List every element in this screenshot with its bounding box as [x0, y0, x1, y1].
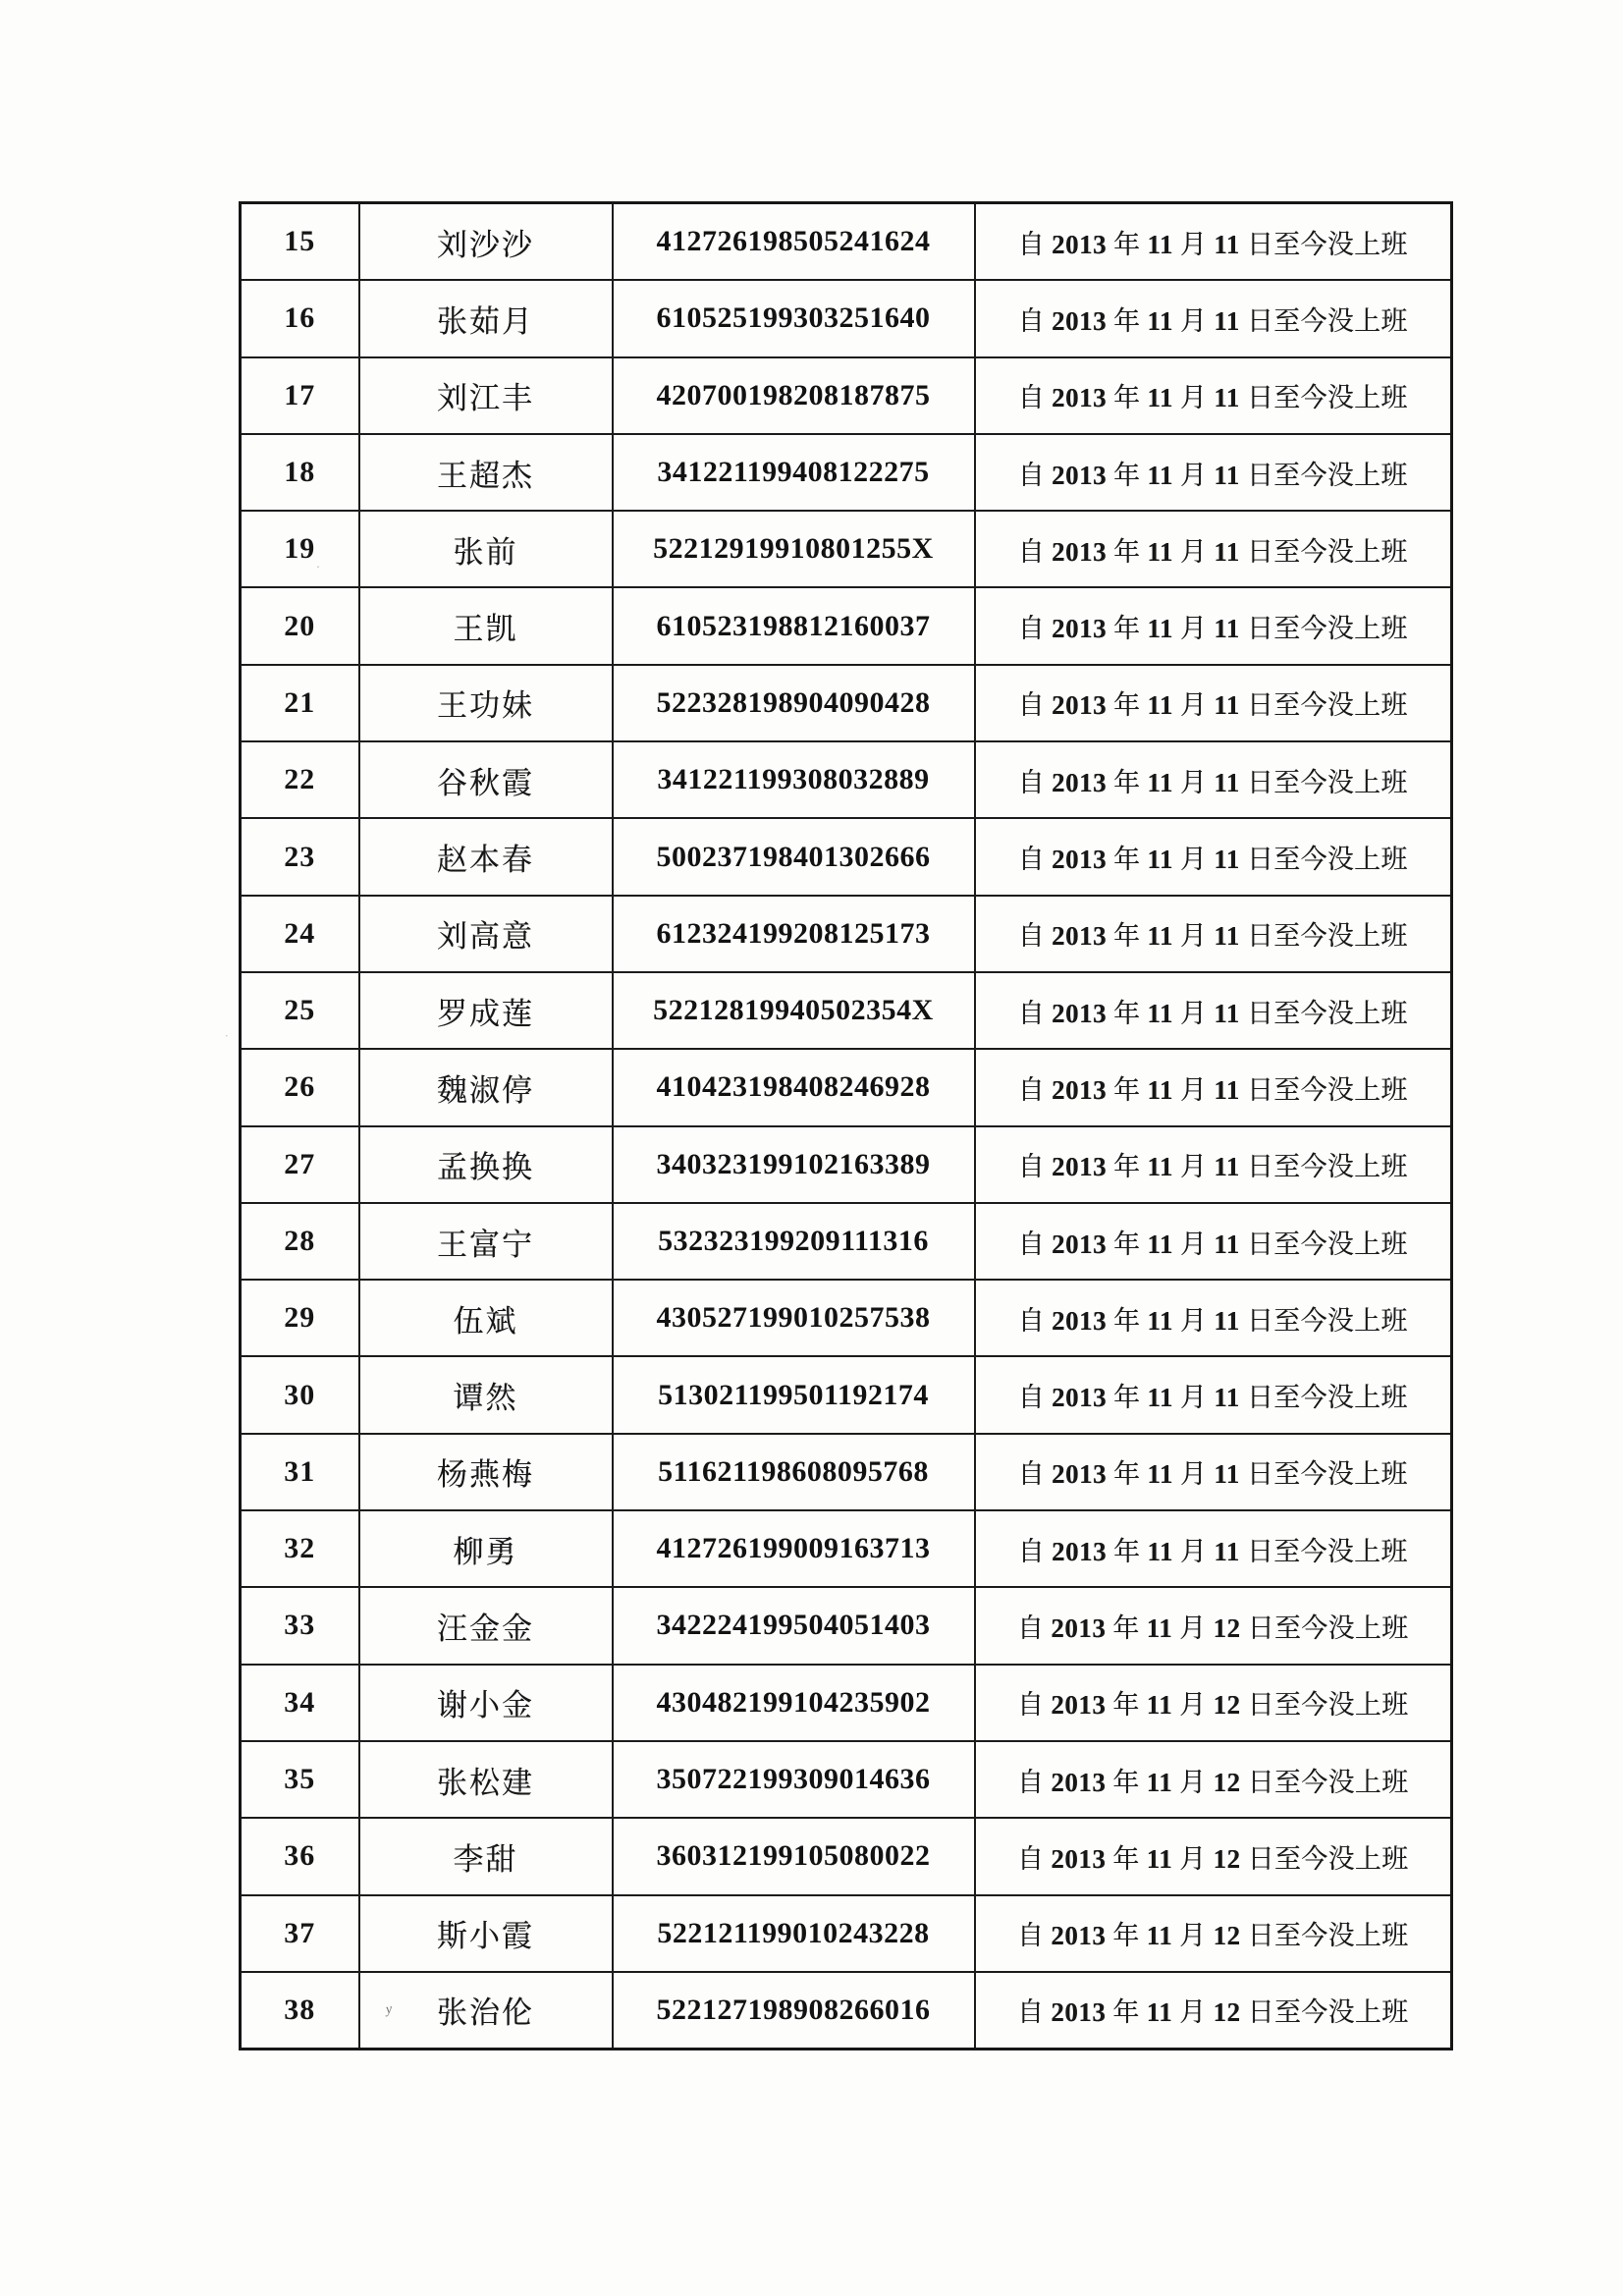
scan-artifact: ·: [225, 1028, 229, 1043]
employee-name: 王富宁: [359, 1203, 613, 1280]
absence-status: 自 2013 年 11 月 12 日至今没上班: [975, 1895, 1452, 1972]
table-row: [241, 818, 1452, 895]
table-row: [241, 1972, 1452, 2050]
id-number: 52212919910801255X: [613, 511, 975, 587]
absence-status: 自 2013 年 11 月 12 日至今没上班: [975, 1587, 1452, 1664]
row-serial-number: 38: [241, 1972, 359, 2050]
employee-name: 魏淑停: [359, 1049, 613, 1125]
table-row: [241, 511, 1452, 587]
row-serial-number: 18: [241, 434, 359, 511]
employee-name: 柳勇: [359, 1510, 613, 1587]
table-row: [241, 587, 1452, 664]
employee-name: 张茹月: [359, 280, 613, 356]
attendance-roster-table: [239, 201, 1453, 2050]
id-number: 522127198908266016: [613, 1972, 975, 2050]
absence-status: 自 2013 年 11 月 11 日至今没上班: [975, 357, 1452, 434]
table-row: [241, 972, 1452, 1049]
absence-status: 自 2013 年 11 月 11 日至今没上班: [975, 818, 1452, 895]
absence-status: 自 2013 年 11 月 11 日至今没上班: [975, 280, 1452, 356]
table-body: [241, 203, 1452, 2050]
id-number: 342224199504051403: [613, 1587, 975, 1664]
absence-status: 自 2013 年 11 月 11 日至今没上班: [975, 434, 1452, 511]
id-number: 52212819940502354X: [613, 972, 975, 1049]
absence-status: 自 2013 年 11 月 11 日至今没上班: [975, 1203, 1452, 1280]
row-serial-number: 36: [241, 1818, 359, 1894]
row-serial-number: 25: [241, 972, 359, 1049]
employee-name: 罗成莲: [359, 972, 613, 1049]
absence-status: 自 2013 年 11 月 11 日至今没上班: [975, 972, 1452, 1049]
table-row: [241, 1203, 1452, 1280]
employee-name: 王超杰: [359, 434, 613, 511]
absence-status: 自 2013 年 11 月 11 日至今没上班: [975, 587, 1452, 664]
employee-name: 谢小金: [359, 1665, 613, 1741]
employee-name: 王功妹: [359, 665, 613, 741]
row-serial-number: 17: [241, 357, 359, 434]
id-number: 522121199010243228: [613, 1895, 975, 1972]
id-number: 420700198208187875: [613, 357, 975, 434]
row-serial-number: 37: [241, 1895, 359, 1972]
id-number: 511621198608095768: [613, 1434, 975, 1510]
id-number: 410423198408246928: [613, 1049, 975, 1125]
row-serial-number: 19: [241, 511, 359, 587]
employee-name: 刘高意: [359, 896, 613, 972]
row-serial-number: 33: [241, 1587, 359, 1664]
id-number: 341221199408122275: [613, 434, 975, 511]
row-serial-number: 26: [241, 1049, 359, 1125]
id-number: 610525199303251640: [613, 280, 975, 356]
absence-status: 自 2013 年 11 月 11 日至今没上班: [975, 203, 1452, 281]
row-serial-number: 16: [241, 280, 359, 356]
id-number: 522328198904090428: [613, 665, 975, 741]
id-number: 513021199501192174: [613, 1356, 975, 1433]
employee-name: 孟换换: [359, 1126, 613, 1203]
table-row: [241, 434, 1452, 511]
table-row: [241, 1049, 1452, 1125]
table-row: [241, 896, 1452, 972]
id-number: 612324199208125173: [613, 896, 975, 972]
id-number: 412726198505241624: [613, 203, 975, 281]
row-serial-number: 35: [241, 1741, 359, 1818]
table-row: [241, 1126, 1452, 1203]
row-serial-number: 22: [241, 741, 359, 818]
row-serial-number: 28: [241, 1203, 359, 1280]
absence-status: 自 2013 年 11 月 11 日至今没上班: [975, 1280, 1452, 1356]
employee-name: 刘江丰: [359, 357, 613, 434]
table-row: [241, 280, 1452, 356]
table-row: [241, 1741, 1452, 1818]
employee-name: 斯小霞: [359, 1895, 613, 1972]
absence-status: 自 2013 年 11 月 11 日至今没上班: [975, 1434, 1452, 1510]
id-number: 430482199104235902: [613, 1665, 975, 1741]
scan-artifact: y: [384, 2001, 394, 2018]
scan-artifact: ·: [316, 561, 320, 575]
employee-name: 刘沙沙: [359, 203, 613, 281]
absence-status: 自 2013 年 11 月 11 日至今没上班: [975, 741, 1452, 818]
row-serial-number: 15: [241, 203, 359, 281]
absence-status: 自 2013 年 11 月 11 日至今没上班: [975, 896, 1452, 972]
employee-name: 伍斌: [359, 1280, 613, 1356]
row-serial-number: 23: [241, 818, 359, 895]
table-row: [241, 203, 1452, 281]
employee-name: 张前: [359, 511, 613, 587]
id-number: 350722199309014636: [613, 1741, 975, 1818]
absence-status: 自 2013 年 11 月 12 日至今没上班: [975, 1972, 1452, 2050]
table-row: [241, 1510, 1452, 1587]
employee-name: 谭然: [359, 1356, 613, 1433]
id-number: 340323199102163389: [613, 1126, 975, 1203]
absence-status: 自 2013 年 11 月 12 日至今没上班: [975, 1741, 1452, 1818]
employee-name: 李甜: [359, 1818, 613, 1894]
row-serial-number: 29: [241, 1280, 359, 1356]
absence-status: 自 2013 年 11 月 12 日至今没上班: [975, 1818, 1452, 1894]
absence-status: 自 2013 年 11 月 12 日至今没上班: [975, 1665, 1452, 1741]
id-number: 412726199009163713: [613, 1510, 975, 1587]
employee-name: 赵本春: [359, 818, 613, 895]
table-row: [241, 741, 1452, 818]
absence-status: 自 2013 年 11 月 11 日至今没上班: [975, 1126, 1452, 1203]
table-row: [241, 1895, 1452, 1972]
id-number: 532323199209111316: [613, 1203, 975, 1280]
row-serial-number: 21: [241, 665, 359, 741]
row-serial-number: 27: [241, 1126, 359, 1203]
row-serial-number: 24: [241, 896, 359, 972]
id-number: 430527199010257538: [613, 1280, 975, 1356]
row-serial-number: 30: [241, 1356, 359, 1433]
table-row: [241, 1434, 1452, 1510]
table-row: [241, 665, 1452, 741]
absence-status: 自 2013 年 11 月 11 日至今没上班: [975, 1510, 1452, 1587]
id-number: 500237198401302666: [613, 818, 975, 895]
row-serial-number: 32: [241, 1510, 359, 1587]
row-serial-number: 31: [241, 1434, 359, 1510]
employee-name: 汪金金: [359, 1587, 613, 1664]
table-row: [241, 357, 1452, 434]
table-row: [241, 1356, 1452, 1433]
id-number: 610523198812160037: [613, 587, 975, 664]
table-row: [241, 1587, 1452, 1664]
absence-status: 自 2013 年 11 月 11 日至今没上班: [975, 1049, 1452, 1125]
id-number: 341221199308032889: [613, 741, 975, 818]
employee-name: 张松建: [359, 1741, 613, 1818]
table-row: [241, 1280, 1452, 1356]
absence-status: 自 2013 年 11 月 11 日至今没上班: [975, 665, 1452, 741]
employee-name: 王凯: [359, 587, 613, 664]
row-serial-number: 34: [241, 1665, 359, 1741]
id-number: 360312199105080022: [613, 1818, 975, 1894]
employee-name: 杨燕梅: [359, 1434, 613, 1510]
table-row: [241, 1665, 1452, 1741]
absence-status: 自 2013 年 11 月 11 日至今没上班: [975, 511, 1452, 587]
absence-status: 自 2013 年 11 月 11 日至今没上班: [975, 1356, 1452, 1433]
row-serial-number: 20: [241, 587, 359, 664]
employee-name: 谷秋霞: [359, 741, 613, 818]
table-row: [241, 1818, 1452, 1894]
employee-name: 张治伦: [359, 1972, 613, 2050]
